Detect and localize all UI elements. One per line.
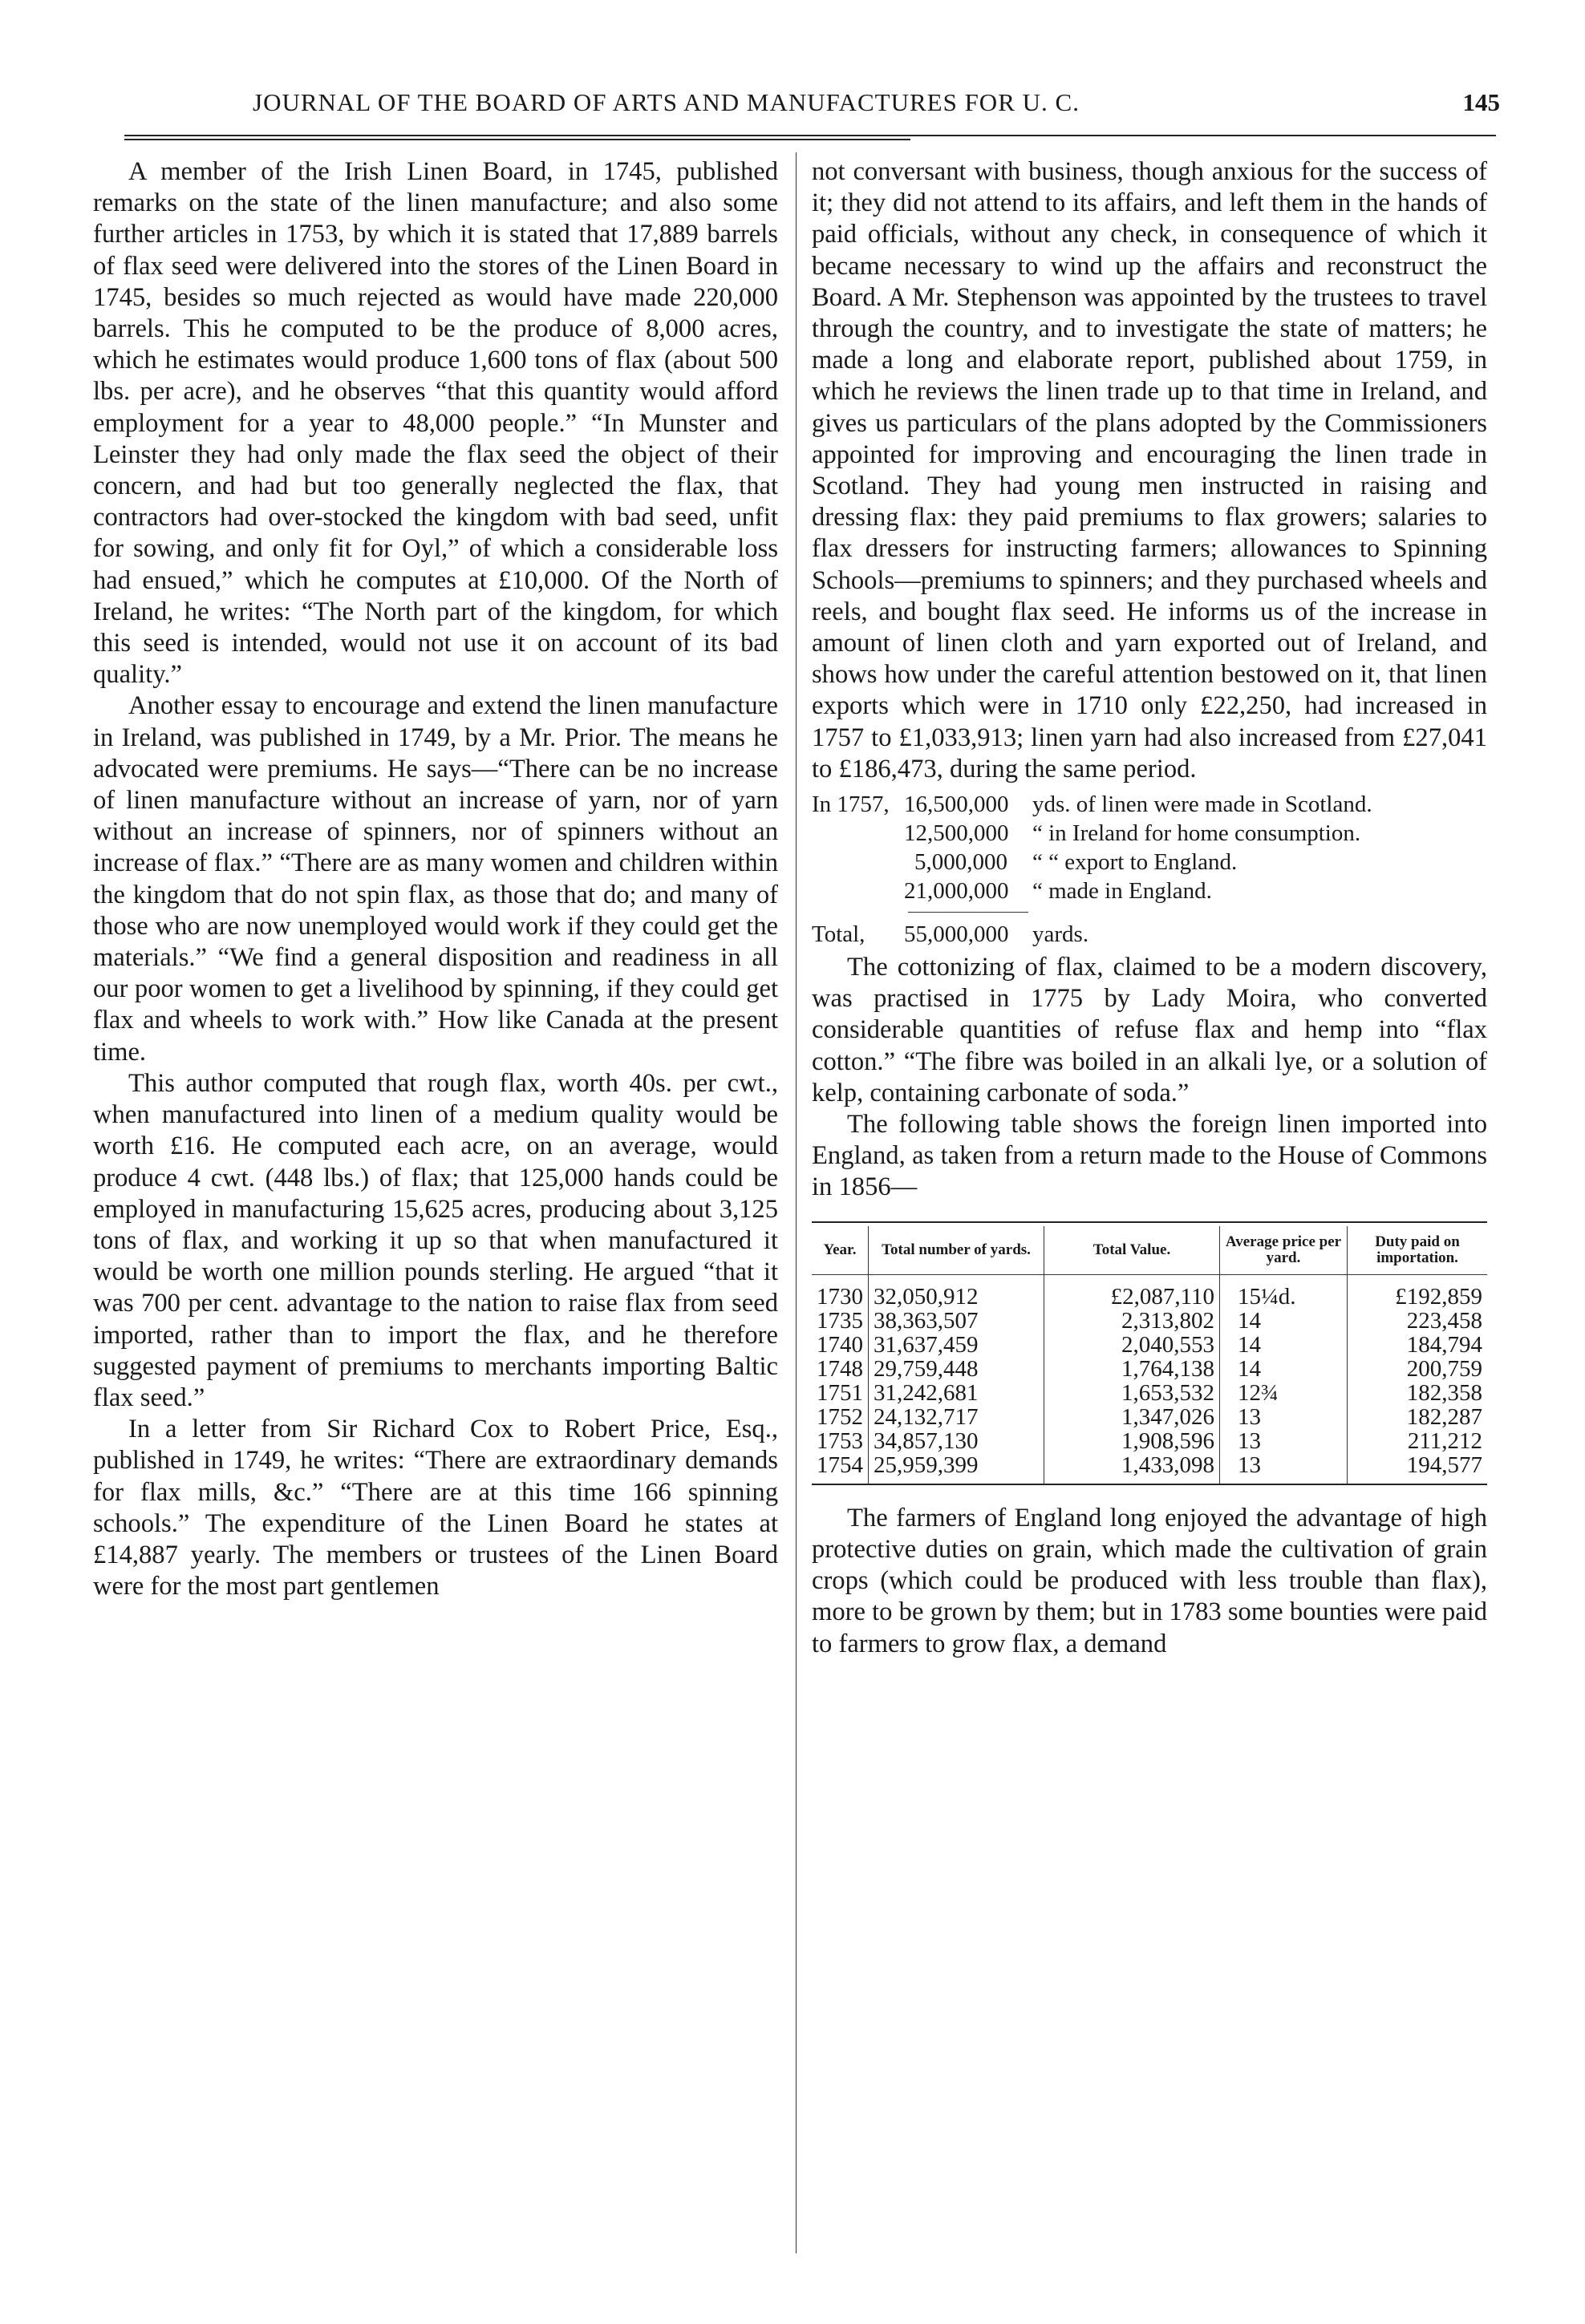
table-cell: 1752	[817, 1403, 863, 1430]
table-cell: 13	[1220, 1429, 1348, 1453]
table-cell: 14	[1220, 1309, 1348, 1333]
stats-description: “ in Ireland for home consumption.	[1032, 820, 1361, 847]
yardage-statistics	[812, 790, 1487, 949]
table-cell: 1,764,138	[1044, 1357, 1220, 1381]
table-cell: 25,959,399	[869, 1453, 1044, 1484]
table-cell: 211,212	[1348, 1429, 1488, 1453]
table-cell: 223,458	[1348, 1309, 1488, 1333]
table-cell: £2,087,110	[1044, 1274, 1220, 1309]
paragraph: The cottonizing of flax, claimed to be a modern discovery, was practised in 1775 by Lady Moira, who converted considerable quantities of refuse flax and hemp into “flax cotton.” “The fibre was boiled in an alkali lye, or a solution of kelp, containing carbonate of soda.”	[812, 953, 1487, 1107]
table-row	[812, 1333, 1487, 1357]
table-row	[812, 1381, 1487, 1405]
table-cell: 1,433,098	[1044, 1453, 1220, 1484]
table-cell: 29,759,448	[869, 1357, 1044, 1381]
header-rule	[124, 135, 1496, 136]
stats-prefix: In 1757,	[812, 792, 890, 818]
stats-row	[812, 819, 1487, 848]
table-cell: 1735	[817, 1307, 863, 1334]
table-row	[812, 1453, 1487, 1484]
table-cell: 1753	[817, 1427, 863, 1454]
paragraph: not conversant with business, though anxious for the success of it; they did not attend to its affairs, and left them in the hands of paid officials, without any check, in consequence of which it became necessary to wind up the affairs and reconstruct the Board. A Mr. Stephenson was appointed by the trustees to travel through the country, and to investigate the state of matters; he made a long and elaborate report, published about 1759, in which he reviews the linen trade up to that time in Ireland, and gives us particulars of the plans adopted by the Commissioners appointed for improving and encouraging the linen trade in Scotland. They had young men instructed in raising and dressing flax: they paid premiums to flax growers; salaries to flax dressers for instructing farmers; allowances to Spinning Schools—premiums to spinners; and they purchased wheels and reels, and bought flax seed. He informs us of the increase in amount of linen cloth and yarn exported out of Ireland, and shows how under the careful attention bestowed on it, that linen exports which were in 1710 only £22,250, had increased in 1757 to £1,033,913; linen yarn had also increased from £27,041 to £186,473, during the same period.	[812, 157, 1487, 783]
table-cell: 1748	[817, 1355, 863, 1382]
table-cell: 15¼d.	[1220, 1274, 1348, 1309]
column-header: Duty paid on importation.	[1348, 1226, 1488, 1275]
table-cell: 38,363,507	[869, 1309, 1044, 1333]
stats-description: yds. of linen were made in Scotland.	[1032, 792, 1372, 818]
table-cell: 31,637,459	[869, 1333, 1044, 1357]
table-row	[812, 1274, 1487, 1309]
table-cell: 1730	[817, 1283, 863, 1310]
stats-description: “ made in England.	[1032, 878, 1212, 905]
stats-description: “ “ export to England.	[1032, 849, 1238, 876]
left-column	[93, 156, 778, 1602]
table-body	[812, 1274, 1487, 1484]
stats-total-row	[812, 920, 1487, 949]
paragraph: In a letter from Sir Richard Cox to Robert Price, Esq., published in 1749, he writes: “There are extraordinary demands for flax mills, &c.” “There are at this time 166 spinning schools.” The expenditure of the Linen Board he states at £14,887 yearly. The members or trustees of the Linen Board were for the most part gentlemen	[93, 1415, 778, 1601]
stats-amount: 21,000,000	[904, 878, 1009, 905]
table-cell: 200,759	[1348, 1357, 1488, 1381]
sum-rule	[908, 912, 1028, 913]
paragraph: The farmers of England long enjoyed the advantage of high protective duties on grain, which made the cultivation of grain crops (which could be produced with less trouble than flax), more to be grown by them; but in 1783 some bounties were paid to farmers to grow flax, a demand	[812, 1503, 1487, 1658]
table-cell: 1754	[817, 1451, 863, 1478]
table-cell: 1740	[817, 1331, 863, 1358]
table-row	[812, 1429, 1487, 1453]
table-cell: 31,242,681	[869, 1381, 1044, 1405]
column-header: Total number of yards.	[869, 1226, 1044, 1275]
stats-amount: 55,000,000	[904, 921, 1009, 948]
stats-row	[812, 790, 1487, 819]
table-cell: 1,908,596	[1044, 1429, 1220, 1453]
table-cell: 12¾	[1220, 1381, 1348, 1405]
column-header: Average price per yard.	[1220, 1226, 1348, 1275]
linen-import-table	[812, 1221, 1487, 1485]
table-cell: 184,794	[1348, 1333, 1488, 1357]
table-cell: 1,653,532	[1044, 1381, 1220, 1405]
table-cell: 1751	[817, 1379, 863, 1406]
table-cell: 34,857,130	[869, 1429, 1044, 1453]
table-cell: 14	[1220, 1333, 1348, 1357]
table-cell: 14	[1220, 1357, 1348, 1381]
stats-prefix: Total,	[812, 921, 865, 948]
paragraph: This author computed that rough flax, worth 40s. per cwt., when manufactured into linen of a medium quality would be worth £16. He computed each acre, on an average, would produce 4 cwt. (448 lbs.) of flax; that 125,000 hands could be employed in manufacturing 15,625 acres, producing about 3,125 tons of flax, and working it up so that when manufactured it would be worth one million pounds sterling. He argued “that it was 700 per cent. advantage to the nation to raise flax from seed imported, rather than to import the flax, and he therefore suggested payment of premiums to merchants importing Baltic flax seed.”	[93, 1068, 778, 1412]
table-cell: 2,313,802	[1044, 1309, 1220, 1333]
table-cell: 2,040,553	[1044, 1333, 1220, 1357]
stats-description: yards.	[1032, 921, 1089, 948]
stats-row	[812, 877, 1487, 905]
column-header: Total Value.	[1044, 1226, 1220, 1275]
table-cell: 194,577	[1348, 1453, 1488, 1484]
header-rule-thin	[124, 139, 910, 140]
paragraph: The following table shows the foreign linen imported into England, as taken from a return made to the House of Commons in 1856—	[812, 1110, 1487, 1202]
journal-title: JOURNAL OF THE BOARD OF ARTS AND MANUFACTURES FOR U. C.	[253, 88, 1080, 116]
column-divider	[796, 152, 797, 2253]
paragraph: Another essay to encourage and extend the linen manufacture in Ireland, was published in 1749, by a Mr. Prior. The means he advocated were premiums. He says—“There can be no increase of linen manufacture without an increase of yarn, nor of yarn without an increase of spinners, nor of spinners without an increase of flax.” “There are as many women and children within the kingdom that do not spin flax, as those that do; and many of those who are now unemployed would work if they could get the materials.” “We find a general disposition and readiness in all our poor women to get a livelihood by spinning, if they could get flax and wheels to work with.” How like Canada at the present time.	[93, 691, 778, 1067]
stats-amount: 16,500,000	[904, 792, 1009, 818]
stats-amount: 5,000,000	[914, 849, 1007, 876]
column-header: Year.	[812, 1226, 869, 1275]
table-cell: 182,287	[1348, 1405, 1488, 1429]
right-column	[812, 156, 1487, 1660]
page-number: 145	[1462, 88, 1500, 116]
table-cell: 1,347,026	[1044, 1405, 1220, 1429]
table-header-row	[812, 1226, 1487, 1275]
stats-row	[812, 848, 1487, 877]
data-table	[812, 1226, 1487, 1484]
table-cell: £192,859	[1348, 1274, 1488, 1309]
table-cell: 182,358	[1348, 1381, 1488, 1405]
table-cell: 13	[1220, 1453, 1348, 1484]
table-cell: 24,132,717	[869, 1405, 1044, 1429]
table-row	[812, 1405, 1487, 1429]
paragraph: A member of the Irish Linen Board, in 1745, published remarks on the state of the linen manufacture; and also some further articles in 1753, by which it is stated that 17,889 barrels of flax seed were delivered into the stores of the Linen Board in 1745, besides so much rejected as would have made 220,000 barrels. This he computed to be the produce of 8,000 acres, which he estimates would produce 1,600 tons of flax (about 500 lbs. per acre), and he observes “that this quantity would afford employment for a year to 48,000 people.” “In Munster and Leinster they had only made the flax seed the object of their concern, and had but too generally neglected the flax, that contractors had over-stocked the kingdom with bad seed, unfit for sowing, and only fit for Oyl,” of which a considerable loss had ensued,” which he computes at £10,000. Of the North of Ireland, he writes: “The North part of the kingdom, for which this seed is intended, would not use it on account of its bad quality.”	[93, 157, 778, 690]
table-row	[812, 1309, 1487, 1333]
stats-amount: 12,500,000	[904, 820, 1009, 847]
table-cell: 13	[1220, 1405, 1348, 1429]
table-cell: 32,050,912	[869, 1274, 1044, 1309]
table-row	[812, 1357, 1487, 1381]
running-header	[120, 88, 1500, 128]
